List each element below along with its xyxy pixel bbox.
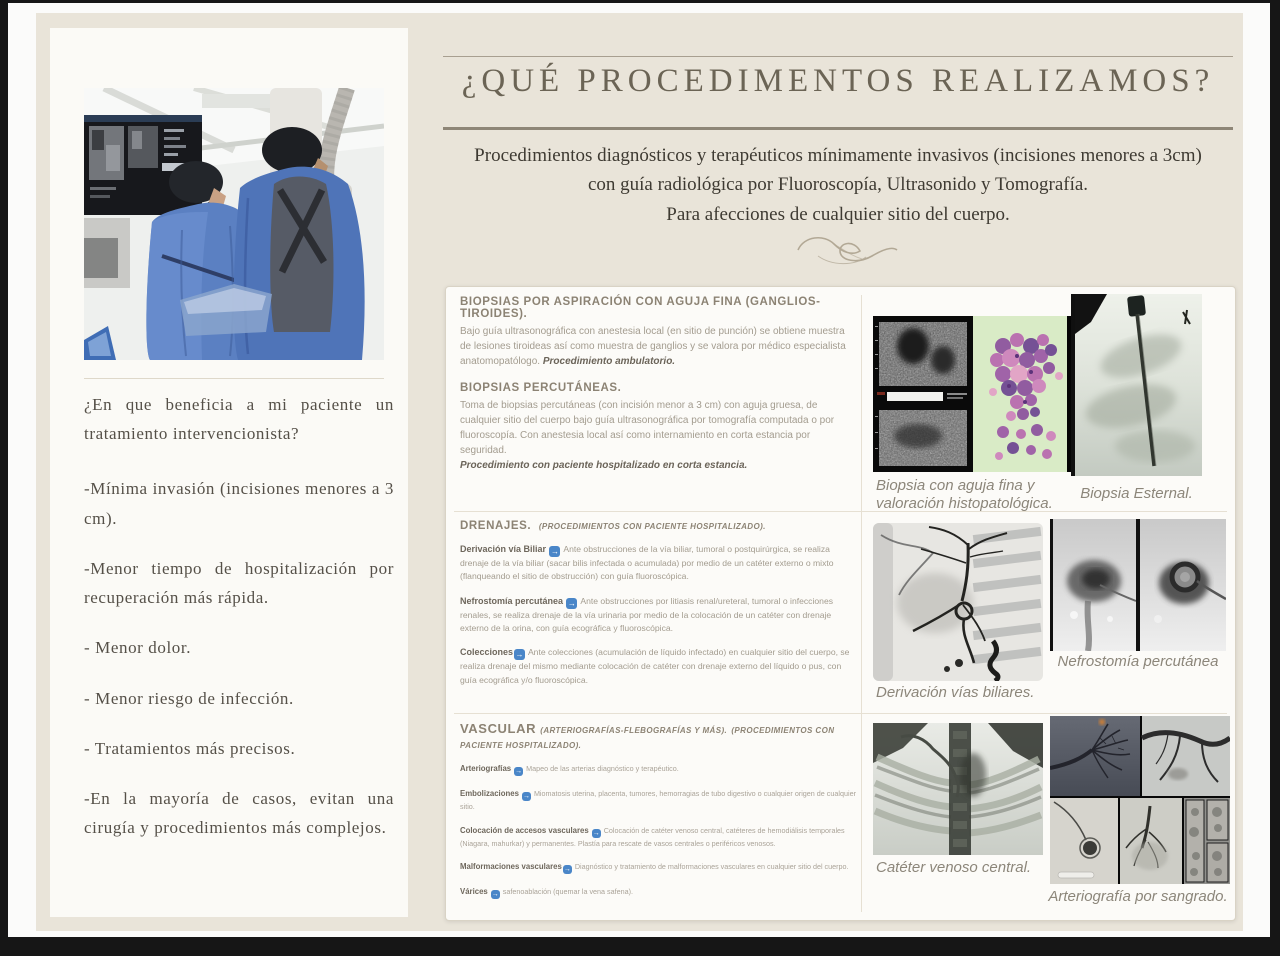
item-term: Derivación vía Biliar <box>460 544 547 554</box>
vascular-item <box>460 886 862 899</box>
panel-divider-1 <box>454 511 1227 512</box>
arteriography-montage-image <box>1050 716 1230 884</box>
body-text: Toma de biopsias percutáneas (con incisión menor a 3 cm) con aguja gruesa, de cualquier sitio del cuerpo bajo guía ultrasonográfica por tomografía computada o por fluoroscopía. Con anestesia local así como internamiento en corta estancia por seguridad. <box>460 399 835 457</box>
heading-subtext: (ARTERIOGRAFÍAS-FLEBOGRAFÍAS Y MÁS). <box>540 726 728 735</box>
item-term: Nefrostomía percutánea <box>460 595 564 606</box>
item-desc: Miomatosis uterina, placenta, tumores, hemorragias de tubo digestivo o cualquier origen de cualquier sitio. <box>460 789 856 811</box>
vascular-item <box>460 825 862 850</box>
biliary-drainage-xray-image <box>873 523 1043 681</box>
left-panel <box>50 28 408 917</box>
heading-subtext: (PROCEDIMIENTOS CON PACIENTE HOSPITALIZADO). <box>460 726 835 750</box>
item-term: Embolizaciones <box>460 789 519 798</box>
vascular-item <box>460 763 862 776</box>
item-desc: Ante obstrucciones de la vía biliar, tumoral o postquirúrgica, se realiza drenaje de la vía biliar (sacar bilis infectada o acumulada) por medio de un catéter externo o mixto (flanqueando el sitio de obstrucción) con guía fluoroscópica. <box>460 544 834 582</box>
heading-subtext: (PROCEDIMIENTOS CON PACIENTE HOSPITALIZADO). <box>538 522 766 531</box>
caption-derivacion-biliar: Derivación vías biliares. <box>876 684 1035 701</box>
central-venous-catheter-xray-image <box>873 723 1043 855</box>
item-desc: Mapeo de las arterias diagnóstico y terapéutico. <box>526 764 679 773</box>
page-subtitle <box>428 141 1248 229</box>
heading-text: DRENAJES. <box>460 520 532 532</box>
brochure-slide <box>36 13 1243 931</box>
caption-biopsia-aguja-fina: Biopsia con aguja fina y valoración histopatológica. <box>876 477 1053 513</box>
item-term: Malformaciones vasculares <box>460 862 562 872</box>
arrow-icon: → <box>550 547 559 556</box>
caption-biopsia-esternal: Biopsia Esternal. <box>1080 485 1193 502</box>
item-desc: Ante obstrucciones por litiasis renal/ureteral, tumoral o infecciones renales, se realiza drenaje de la vía urinaria por medio de la colocación de un catéter con drenaje externo de la orina, con guía ecográfica y fluoroscópica. <box>460 595 834 633</box>
caption-nefrostomia: Nefrostomía percutánea <box>1057 653 1219 670</box>
benefit-item: -Menor tiempo de hospitalización por recuperación más rápida. <box>84 558 394 608</box>
header-rule-top <box>443 56 1233 57</box>
item-term: Várices <box>460 887 488 897</box>
benefit-item: - Menor dolor. <box>84 638 192 658</box>
item-desc: safenoablación (quemar la vena safena). <box>502 887 634 897</box>
section-heading: BIOPSIAS POR ASPIRACIÓN CON AGUJA FINA (GANGLIOS-TIROIDES). <box>460 296 821 320</box>
section-vascular <box>460 721 862 899</box>
drenaje-item <box>460 646 858 687</box>
arrow-icon: → <box>491 891 499 899</box>
flourish-ornament-icon <box>792 226 902 272</box>
section-heading <box>460 721 862 751</box>
drenaje-item <box>460 595 858 636</box>
arrow-icon: → <box>592 829 600 837</box>
benefit-item: -En la mayoría de casos, evitan una cirugía y procedimientos más complejos. <box>84 789 394 838</box>
section-biopsias <box>460 296 858 474</box>
section-heading: BIOPSIAS PERCUTÁNEAS. <box>460 381 622 394</box>
arrow-icon: → <box>522 793 530 800</box>
body-bold-text: Procedimiento ambulatorio. <box>542 356 676 368</box>
arrow-icon: → <box>567 598 576 608</box>
section-body <box>460 398 858 474</box>
photo-divider <box>84 378 384 379</box>
nephrostomy-fluoroscopy-image <box>1050 519 1226 651</box>
arrow-icon: → <box>515 768 523 775</box>
section-drenajes <box>460 520 858 687</box>
item-desc: Colocación de catéter venoso central, catéteres de hemodiálisis temporales (Niagara, mahurkar) y permanentes. Plastía para rescate de vasos centrales o periféricos venosos. <box>460 825 845 848</box>
section-heading <box>460 520 858 532</box>
section-body <box>460 324 858 370</box>
caption-arteriografia: Arteriografía por sangrado. <box>1048 888 1228 905</box>
body-text: Bajo guía ultrasonográfica con anestesia local (en sitio de punción) se obtiene muestra de lesiones tiroideas así como muestra de ganglios y se valora por médico especialista anatomopatólogo. <box>460 326 846 368</box>
drenaje-item <box>460 543 858 584</box>
benefit-item: -Mínima invasión (incisiones menores a 3 cm). <box>84 479 394 528</box>
operating-room-illustration <box>84 88 384 360</box>
panel-divider-2 <box>454 713 1227 714</box>
caption-cateter-venoso: Catéter venoso central. <box>876 859 1032 876</box>
page-sheet <box>8 3 1270 937</box>
header-rule-bottom <box>443 127 1233 130</box>
operating-room-photo <box>84 88 384 360</box>
subtitle-line: con guía radiológica por Fluoroscopía, Ultrasonido y Tomografía. <box>587 174 1089 196</box>
procedures-panel <box>445 286 1236 921</box>
item-term: Colocación de accesos vasculares <box>460 825 589 835</box>
benefit-item: - Tratamientos más precisos. <box>84 738 296 758</box>
benefits-block <box>84 390 394 864</box>
vascular-item <box>460 788 862 813</box>
item-desc: Ante colecciones (acumulación de líquido infectado) en cualquier sitio del cuerpo, se realiza drenaje del mismo mediante colocación de catéter con drenaje externo del líquido o pus, con guía ecográfica y/o fluoroscópica. <box>460 647 850 685</box>
item-term: Arteriografías <box>460 764 512 773</box>
body-bold-text: Procedimiento con paciente hospitalizado en corta estancia. <box>460 460 748 472</box>
heading-text: VASCULAR <box>460 721 537 736</box>
arrow-icon: → <box>515 650 524 660</box>
ultrasound-and-histology-image <box>873 316 1071 472</box>
benefit-item: - Menor riesgo de infección. <box>84 688 294 708</box>
subtitle-line: Para afecciones de cualquier sitio del cuerpo. <box>666 203 1010 225</box>
item-desc: Diagnóstico y tratamiento de malformaciones vasculares en cualquier sitio del cuerpo. <box>574 862 849 872</box>
arrow-icon: → <box>563 866 571 874</box>
benefits-question: ¿En que beneficia a mi paciente un tratamiento intervencionista? <box>84 395 394 444</box>
subtitle-line: Procedimientos diagnósticos y terapéuticos mínimamente invasivos (incisiones menores a 3cm) <box>474 145 1202 166</box>
sternal-biopsy-xray-image <box>1071 294 1202 476</box>
page-title: ¿QUÉ PROCEDIMENTOS REALIZAMOS? <box>461 63 1215 99</box>
vascular-item <box>460 861 862 874</box>
item-term: Colecciones <box>460 647 514 658</box>
